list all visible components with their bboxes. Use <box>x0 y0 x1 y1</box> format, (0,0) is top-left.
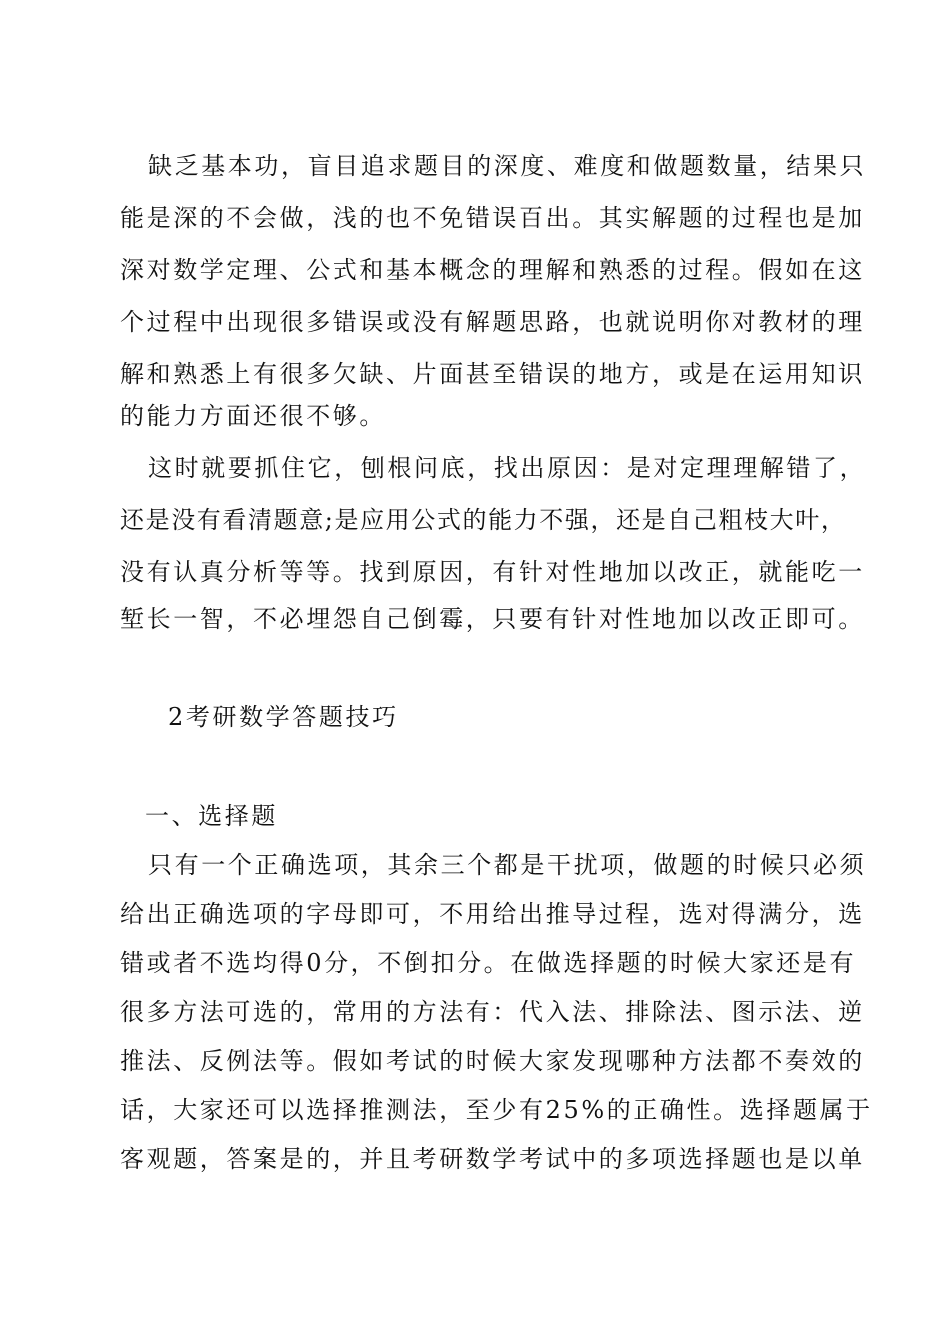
paragraph-1-line-5: 解和熟悉上有很多欠缺、片面甚至错误的地方，或是在运用知识 <box>120 360 865 388</box>
paragraph-3-line-1: 只有一个正确选项，其余三个都是干扰项，做题的时候只必须 <box>148 851 867 879</box>
paragraph-2-line-3: 没有认真分析等等。找到原因，有针对性地加以改正，就能吃一 <box>120 558 865 586</box>
paragraph-2-line-2: 还是没有看清题意;是应用公式的能力不强，还是自己粗枝大叶， <box>120 506 847 534</box>
subsection-heading: 一、选择题 <box>145 802 278 830</box>
paragraph-1-line-6: 的能力方面还很不够。 <box>120 402 386 430</box>
paragraph-3-line-2: 给出正确选项的字母即可，不用给出推导过程，选对得满分，选 <box>120 900 865 928</box>
section-heading: 2考研数学答题技巧 <box>168 703 399 731</box>
paragraph-3-line-5: 推法、反例法等。假如考试的时候大家发现哪种方法都不奏效的 <box>120 1047 865 1075</box>
paragraph-2-line-4: 堑长一智，不必埋怨自己倒霉，只要有针对性地加以改正即可。 <box>120 605 865 633</box>
paragraph-3-line-3: 错或者不选均得0分，不倒扣分。在做选择题的时候大家还是有 <box>120 949 857 977</box>
paragraph-1-line-4: 个过程中出现很多错误或没有解题思路，也就说明你对教材的理 <box>120 308 865 336</box>
paragraph-1-line-1: 缺乏基本功，盲目追求题目的深度、难度和做题数量，结果只 <box>148 152 867 180</box>
paragraph-1-line-3: 深对数学定理、公式和基本概念的理解和熟悉的过程。假如在这 <box>120 256 865 284</box>
paragraph-3-line-6: 话，大家还可以选择推测法，至少有25%的正确性。选择题属于 <box>120 1096 873 1124</box>
paragraph-3-line-4: 很多方法可选的，常用的方法有：代入法、排除法、图示法、逆 <box>120 998 865 1026</box>
paragraph-2-line-1: 这时就要抓住它，刨根问底，找出原因：是对定理理解错了， <box>148 454 867 482</box>
paragraph-3-line-7: 客观题，答案是的，并且考研数学考试中的多项选择题也是以单 <box>120 1145 865 1173</box>
paragraph-1-line-2: 能是深的不会做，浅的也不免错误百出。其实解题的过程也是加 <box>120 204 865 232</box>
